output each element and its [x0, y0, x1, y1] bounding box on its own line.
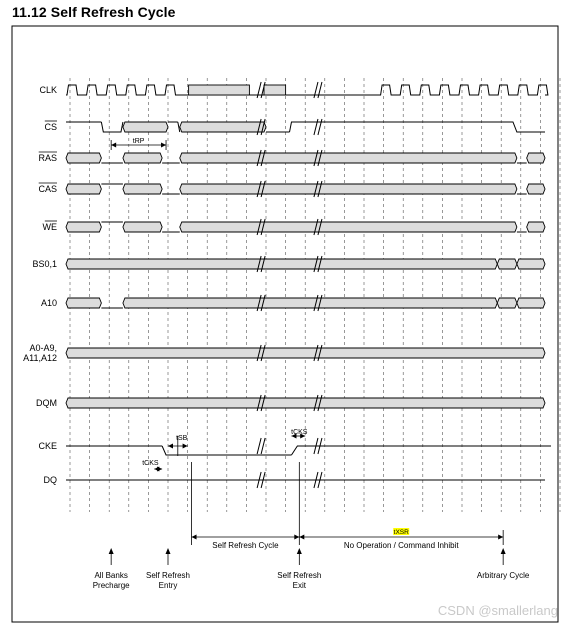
break-mark — [257, 438, 261, 454]
watermark: CSDN @smallerlang — [437, 603, 558, 618]
signal-label-cas: CAS — [38, 184, 57, 194]
signal-label-bs: BS0,1 — [32, 259, 57, 269]
break-mark — [318, 82, 322, 98]
break-mark — [314, 82, 318, 98]
cs-level — [290, 122, 545, 132]
cke-exit-edge — [291, 446, 551, 455]
we-band — [180, 222, 517, 232]
clk-waveform — [66, 85, 548, 95]
bs-band — [497, 259, 517, 269]
cas-band — [123, 184, 162, 194]
self-refresh-exit-label: Exit — [292, 581, 306, 590]
tcks-arrow-head — [157, 467, 162, 472]
signal-label-cs: CS — [44, 122, 57, 132]
all-banks-precharge-arrowhead — [109, 548, 114, 554]
trp-arrow-head — [111, 143, 116, 148]
addr-band — [66, 348, 545, 358]
bs-band — [517, 259, 545, 269]
signal-label-clk: CLK — [39, 85, 57, 95]
arbitrary-cycle-label: Arbitrary Cycle — [476, 571, 530, 580]
tsb-arrow-head — [183, 444, 188, 449]
no-operation-label: No Operation / Command Inhibit — [343, 541, 459, 550]
time-break-marks — [257, 82, 322, 488]
self-refresh-exit-label: Self Refresh — [277, 571, 322, 580]
break-mark — [314, 119, 318, 135]
tcks-exit-label: tCKS — [291, 429, 308, 436]
cs-pulse — [101, 122, 123, 132]
a10-band — [497, 298, 517, 308]
cas-band — [527, 184, 545, 194]
arbitrary-cycle-arrowhead — [501, 548, 506, 554]
ras-band — [527, 153, 545, 163]
clk-dont-care — [189, 85, 250, 95]
cas-band — [180, 184, 517, 194]
self-refresh-cycle-arrow-head — [294, 535, 299, 540]
break-mark — [257, 82, 261, 98]
ras-band — [123, 153, 162, 163]
txsr-label: tXSR — [393, 529, 409, 536]
all-banks-precharge-label: Precharge — [92, 581, 130, 590]
all-banks-precharge-label: All Banks — [94, 571, 128, 580]
self-refresh-cycle-label: Self Refresh Cycle — [212, 541, 279, 550]
cs-band — [180, 122, 266, 132]
no-operation-arrow-head — [299, 535, 304, 540]
self-refresh-exit-arrowhead — [297, 548, 302, 554]
signal-label-addr: A11,A12 — [23, 353, 57, 363]
cas-band — [66, 184, 101, 194]
self-refresh-entry-label: Entry — [158, 581, 178, 590]
section-title: 11.12 Self Refresh Cycle — [12, 4, 176, 20]
timing-annotations — [111, 138, 503, 540]
signal-label-ras: RAS — [38, 153, 57, 163]
cs-band — [123, 122, 168, 132]
self-refresh-entry-label: Self Refresh — [145, 571, 191, 580]
signal-labels — [23, 85, 57, 485]
we-band — [66, 222, 101, 232]
signal-label-dq: DQ — [43, 475, 57, 485]
tsb-label: tSB — [176, 435, 188, 442]
ras-band — [66, 153, 101, 163]
trp-arrow-head — [161, 143, 166, 148]
self-refresh-cycle-arrow-head — [192, 535, 197, 540]
break-mark — [318, 119, 322, 135]
signal-label-a10: A10 — [40, 298, 57, 308]
tsb-arrow-head — [168, 444, 173, 449]
signal-label-cke: CKE — [38, 441, 57, 451]
dqm-band — [66, 398, 545, 408]
break-mark — [261, 438, 265, 454]
we-band — [123, 222, 162, 232]
trp-label: tRP — [132, 138, 145, 145]
no-operation-arrow-head — [498, 535, 503, 540]
bs-band — [66, 259, 497, 269]
signal-label-addr: A0-A9, — [29, 343, 57, 353]
interval-and-event-markers — [93, 462, 530, 590]
we-band — [527, 222, 545, 232]
clk-dont-care — [264, 85, 286, 95]
a10-band — [66, 298, 101, 308]
tcks-label: tCKS — [142, 460, 159, 467]
a10-band — [123, 298, 497, 308]
signal-label-dqm: DQM — [36, 398, 57, 408]
self-refresh-entry-arrowhead — [166, 548, 171, 554]
diagram-frame — [12, 26, 558, 622]
signal-label-we: WE — [42, 222, 57, 232]
ras-band — [180, 153, 517, 163]
a10-band — [517, 298, 545, 308]
